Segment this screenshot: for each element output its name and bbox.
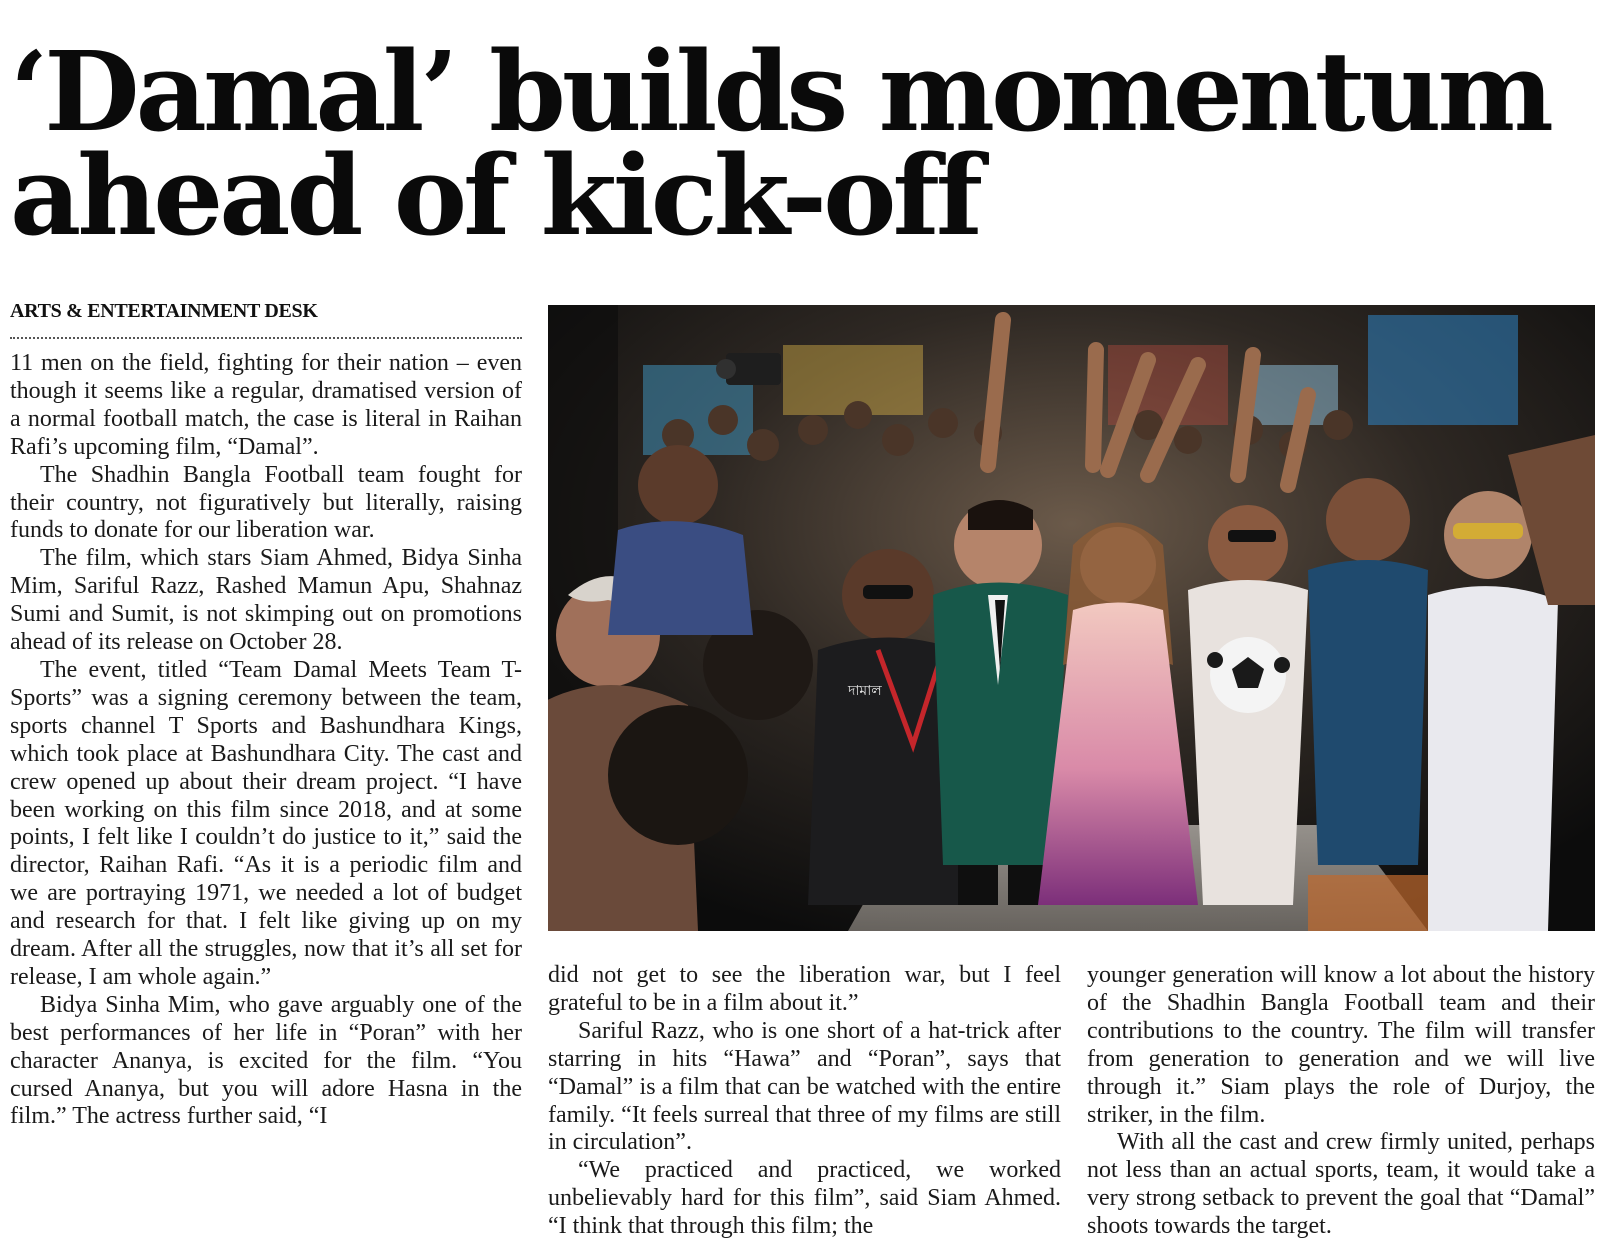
paragraph: 11 men on the field, fighting for their nation – even though it seems like a regular, dramatised version of a normal football match, the case is literal in Raihan Rafi’s upcoming film, “Damal”.: [10, 350, 522, 460]
paragraph: The Shadhin Bangla Football team fought for their country, not figuratively but literally, raising funds to donate for our liberation war.: [10, 461, 522, 544]
article-column-1: [10, 350, 522, 1131]
article-column-2: [548, 962, 1061, 1241]
headline-line-1: ‘Damal’ builds momentum: [10, 27, 1550, 156]
paragraph: The event, titled “Team Damal Meets Team T-Sports” was a signing ceremony between the team, sports channel T Sports and Bashundhara Kings, which took place at Bashundhara City. The cast and crew opened up about their dream project. “I have been working on this film since 2018, and at some points, I felt like I couldn’t do justice to it,” said the director, Raihan Rafi. “As it is a periodic film and we are portraying 1971, we needed a lot of budget and research for that. I felt like giving up on my dream. After all the struggles, now that it’s all set for release, I am whole again.”: [10, 656, 522, 990]
photo-illustration: [548, 305, 1595, 931]
paragraph: With all the cast and crew firmly united, perhaps not less than an actual sports, team, it would take a very strong setback to prevent the goal that “Damal” shoots towards the target.: [1087, 1129, 1595, 1240]
paragraph: The film, which stars Siam Ahmed, Bidya Sinha Mim, Sariful Razz, Rashed Mamun Apu, Shahnaz Sumi and Sumit, is not skimping out on promotions ahead of its release on October 28.: [10, 545, 522, 656]
article-column-3: [1087, 962, 1595, 1241]
headline: [10, 27, 1595, 260]
paragraph: did not get to see the liberation war, but I feel grateful to be in a film about it.”: [548, 962, 1061, 1016]
byline: ARTS & ENTERTAINMENT DESK: [10, 300, 318, 322]
paragraph: “We practiced and practiced, we worked unbelievably hard for this film”, said Siam Ahmed. “I think that through this film; the: [548, 1157, 1061, 1240]
shirt-print: দামাল: [848, 683, 882, 699]
event-photo: [548, 305, 1595, 931]
paragraph: Sariful Razz, who is one short of a hat-trick after starring in hits “Hawa” and “Poran”, says that “Damal” is a film that can be watched with the entire family. “It feels surreal that three of my films are still in circulation”.: [548, 1017, 1061, 1156]
paragraph: Bidya Sinha Mim, who gave arguably one of the best performances of her life in “Poran” with her character Ananya, is excited for the film. “You cursed Ananya, but you will adore Hasna in the film.” The actress further said, “I: [10, 991, 522, 1130]
dotted-rule: [10, 337, 522, 339]
headline-line-2: ahead of kick-off: [10, 131, 980, 260]
paragraph: younger generation will know a lot about the history of the Shadhin Bangla Football team and their contributions to the country. The film will transfer from generation to generation and we will live through it.” Siam plays the role of Durjoy, the striker, in the film.: [1087, 962, 1595, 1128]
